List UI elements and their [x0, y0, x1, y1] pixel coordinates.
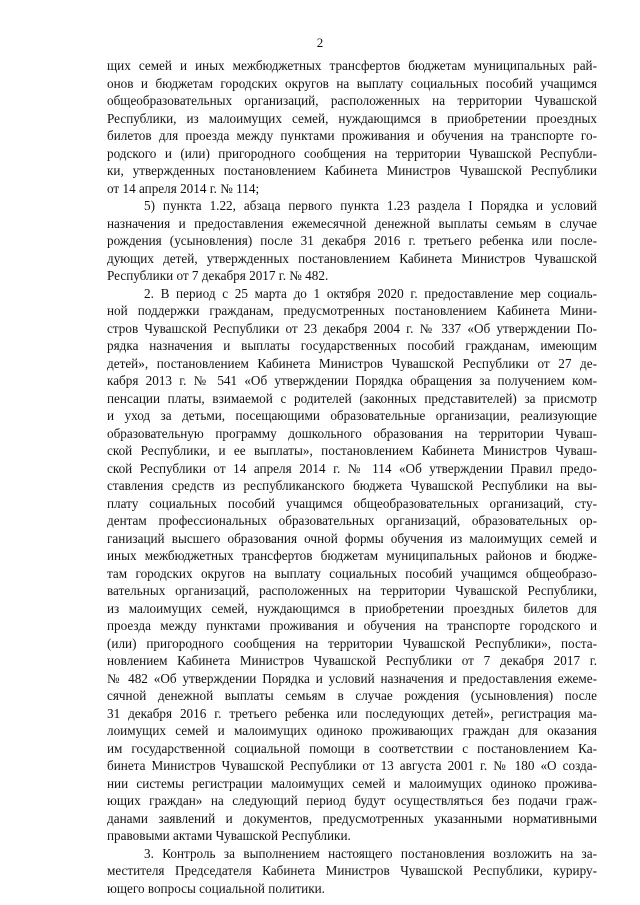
text-line: 5) пункта 1.22, абзаца первого пункта 1.23 раздела I Порядка и условий	[144, 198, 597, 213]
text-line: проезда между пунктами проживания и обучения на транспорте городского и	[107, 618, 597, 633]
text-line: сячной денежной выплаты семьям в случае рождения (усыновления) после	[107, 688, 597, 703]
text-line: нии системы регистрации малоимущих семей и малоимущих одиноко прожива-	[107, 775, 597, 791]
text-line: Республики, из малоимущих семей, нуждающимся в приобретении проездных	[107, 110, 597, 126]
text-line: лоимущих семей и малоимущих одиноко проживающих граждан для оказания	[107, 723, 597, 738]
text-line: ной поддержки гражданам, предусмотренных постановлением Кабинета Мини-	[107, 303, 597, 318]
text-line: онов и бюджетам городских округов на выплату социальных пособий учащимся	[107, 75, 597, 91]
text-line: Республики от 7 декабря 2017 г. № 482.	[107, 268, 329, 283]
text-line: ющего вопросы социальной политики.	[107, 880, 325, 896]
text-line: (или) пригородного сообщения на территории Чувашской Республики», поста-	[107, 635, 597, 651]
page-number: 2	[316, 35, 324, 50]
text-line: ганизаций высшего образования очной формы обучения из малоимущих семей и	[107, 530, 597, 546]
text-line: билетов для проезда между пунктами проживания и обучения на транспорте го-	[107, 128, 597, 143]
text-line: рядка назначения и выплаты государственных пособий гражданам, имеющим	[107, 338, 597, 353]
text-line: образовательную программу дошкольного образования на территории Чуваш-	[107, 425, 597, 441]
text-line: вательных организаций, расположенных на территории Чувашской Республики,	[107, 583, 597, 598]
text-line: ющих граждан» на следующий период будут осуществляться без подачи граж-	[107, 793, 597, 808]
text-line: стров Чувашской Республики от 23 декабря 2004 г. № 337 «Об утверждении По-	[107, 320, 597, 336]
text-line: детей», постановлением Кабинета Министров Чувашской Республики от 27 де-	[107, 355, 597, 371]
text-line: им государственной социальной помощи в соответствии с постановлением Ка-	[107, 740, 597, 756]
text-line: ской Республики от 14 апреля 2014 г. № 114 «Об утверждении Правил предо-	[107, 460, 597, 476]
text-line: из малоимущих семей, нуждающимся в приобретении проездных билетов для	[107, 600, 597, 616]
text-line: № 482 «Об утверждении Порядка и условий назначения и предоставления ежеме-	[107, 670, 597, 686]
text-line: местителя Председателя Кабинета Министров Чувашской Республики, куриру-	[107, 863, 597, 878]
text-line: там городских округов на выплату социальных пособий учащимся общеобразо-	[107, 565, 597, 581]
text-line: рождения (усыновления) после 31 декабря 2016 г. третьего ребенка или после-	[107, 233, 597, 248]
text-line: 2. В период с 25 марта до 1 октября 2020 г. предоставление мер социаль-	[144, 285, 597, 301]
text-line: от 14 апреля 2014 г. № 114;	[107, 180, 260, 196]
text-line: дующих детей, утвержденных постановлением Кабинета Министров Чувашской	[107, 250, 597, 266]
text-line: бинета Министров Чувашской Республики от 13 августа 2001 г. № 180 «О созда-	[107, 758, 597, 773]
text-line: ской Республики, и ее выплаты», постановлением Кабинета Министров Чуваш-	[107, 443, 597, 458]
text-line: родского и (или) пригородного сообщения на территории Чувашской Республи-	[107, 145, 597, 161]
text-line: 3. Контроль за выполнением настоящего постановления возложить на за-	[144, 845, 597, 861]
text-line: и уход за детьми, посещающими образовательные организации, реализующие	[107, 408, 597, 423]
text-line: новлением Кабинета Министров Чувашской Республики от 7 декабря 2017 г.	[107, 653, 597, 668]
text-line: дентам профессиональных образовательных организаций, образовательных ор-	[107, 513, 597, 528]
text-line: данами заявлений и документов, предусмотренных указанными нормативными	[107, 810, 597, 826]
text-line: назначения и предоставления ежемесячной денежной выплаты семьям в случае	[107, 215, 597, 231]
text-line: плату социальных пособий учащимся общеобразовательных организаций, сту-	[107, 495, 597, 511]
text-line: ставления средств из республиканского бюджета Чувашской Республики на вы-	[107, 478, 597, 493]
text-line: ки, утвержденных постановлением Кабинета Министров Чувашской Республики	[107, 163, 597, 178]
text-line: общеобразовательных организаций, расположенных на территории Чувашской	[107, 93, 597, 108]
document-body-text	[107, 57, 597, 897]
text-line: правовыми актами Чувашской Республики.	[107, 828, 351, 843]
text-line: пенсации платы, взимаемой с родителей (законных представителей) за присмотр	[107, 390, 597, 406]
text-line: 31 декабря 2016 г. третьего ребенка или последующих детей», регистрация ма-	[107, 705, 597, 721]
text-line: щих семей и иных межбюджетных трансфертов бюджетам муниципальных рай-	[107, 58, 597, 73]
text-line: иных межбюджетных трансфертов бюджетам муниципальных районов и бюдже-	[107, 548, 597, 563]
text-line: кабря 2013 г. № 541 «Об утверждении Порядка обращения за получением ком-	[107, 373, 597, 388]
